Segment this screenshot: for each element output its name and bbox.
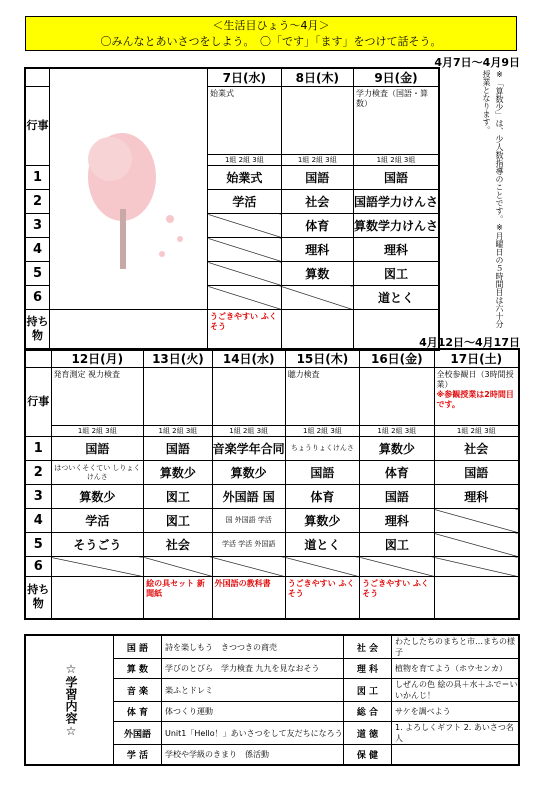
day-header: 9日(金) xyxy=(353,68,439,87)
class-groups: 1組 2組 3組 xyxy=(208,154,282,165)
class-groups: 1組 2組 3組 xyxy=(353,154,439,165)
period-number: 2 xyxy=(25,190,50,214)
event-cell: 発育測定 視力検査 xyxy=(51,368,144,426)
learning-content-table: ☆学習内容☆ 国 語 詩を楽しもう きつつきの商売 社 会 わたしたちのまちと市…まちの様子 算 数 学びのとびら 学力検査 九九を見なおそう 理 科 植物を育てよう（ホウセンカ） 音 楽 楽ふとドレミ 図 工 しぜんの色 絵の具＋水＋ふで＝いいかんじ！ 体 育 体つくり運動 総 合 サケを調べよう 外国語 Unit1「Hello！」あいさつをして友だちになろう 道 徳 1. よろしくギフト 2. あいさつ名人 学 活 学校や学級のきまり 係活動 保 健 xyxy=(24,634,520,766)
empty-cell xyxy=(208,238,282,262)
day-header: 8日(木) xyxy=(281,68,353,87)
period-number: 6 xyxy=(25,286,50,310)
class-cell: 学活 xyxy=(208,190,282,214)
row-label-event: 行事 xyxy=(25,368,51,437)
empty-cell xyxy=(208,262,282,286)
class-cell: 図工 xyxy=(353,262,439,286)
week2-range: 4月12日〜4月17日 xyxy=(419,336,520,349)
day-header: 15日(木) xyxy=(285,349,359,368)
goal-title: ＜生活目ひょう〜4月＞ xyxy=(212,19,330,32)
class-cell: 社会 xyxy=(281,190,353,214)
event-cell xyxy=(360,368,434,426)
row-label-event: 行事 xyxy=(25,87,50,166)
content-label: ☆学習内容☆ xyxy=(25,635,114,765)
items-cell: うごきやすい ふくそう xyxy=(208,310,282,350)
class-cell: 道とく xyxy=(353,286,439,310)
cherry-tree-image xyxy=(50,68,208,310)
empty-cell xyxy=(281,286,353,310)
note-text: ※「算数少」は、少人数指導のことです。※月曜日の５時間目は六十分授業となります。 xyxy=(482,70,504,328)
class-cell: 理科 xyxy=(353,238,439,262)
period-number: 1 xyxy=(25,166,50,190)
week1-table xyxy=(24,67,440,351)
period-number: 3 xyxy=(25,214,50,238)
week2-table: 12日(月) 13日(火) 14日(水) 15日(木) 16日(金) 17日(土) 行事 発育測定 視力検査 聴力検査 全校参観日（3時間授業） ※参観授業は2時間目です。 1組 2組 3組 1組 2組 3組 1組 2組 3組 1組 2組 3組 1組 2組 3組 1組 2組 3組 1 国語 国語 音楽学年合同 ちょうりょくけんさ 算数少 社会 2 はついくそくてい しりょくけんさ 算数少 算数少 国語 体育 国語 3 算数少 図工 外国語 国 体育 国語 理科 4 学活 図工 国 外国語 学活 算数少 理科 5 そうごう 社会 学活 学活 外国語 道とく 図工 6 持ち物 絵の具セット 新聞紙 外国語の教科書 うごきやすい ふくそう うごきやすい ふくそう xyxy=(24,348,520,620)
event-cell xyxy=(212,368,285,426)
class-cell: 国語 xyxy=(281,166,353,190)
class-groups: 1組 2組 3組 xyxy=(281,154,353,165)
period-number: 4 xyxy=(25,238,50,262)
day-header: 17日(土) xyxy=(434,349,519,368)
event-cell xyxy=(144,368,213,426)
class-cell: 算数学力けんさ xyxy=(353,214,439,238)
row-label-items: 持ち物 xyxy=(25,310,50,350)
class-cell: 国語 xyxy=(353,166,439,190)
day-header: 16日(金) xyxy=(360,349,434,368)
empty-cell xyxy=(208,286,282,310)
event-red-note: ※参観授業は2時間目です。 xyxy=(436,390,514,409)
day-header: 12日(月) xyxy=(51,349,144,368)
class-cell: 理科 xyxy=(281,238,353,262)
period-number: 5 xyxy=(25,262,50,286)
event-cell: 学力検査（国語・算数） xyxy=(353,87,439,155)
goal-text: 〇みんなとあいさつをしよう。 〇「です」「ます」をつけて話そう。 xyxy=(100,35,442,48)
event-cell: 全校参観日（3時間授業） ※参観授業は2時間目です。 xyxy=(434,368,519,426)
empty-cell xyxy=(208,214,282,238)
event-cell: 始業式 xyxy=(208,87,282,155)
class-cell: 算数 xyxy=(281,262,353,286)
event-cell xyxy=(281,87,353,155)
class-cell: 体育 xyxy=(281,214,353,238)
cherry-tree-icon xyxy=(50,69,207,305)
day-header: 14日(水) xyxy=(212,349,285,368)
day-header: 13日(火) xyxy=(144,349,213,368)
week1-range: 4月7日〜4月9日 xyxy=(434,56,520,69)
day-header: 7日(水) xyxy=(208,68,282,87)
class-cell: 始業式 xyxy=(208,166,282,190)
event-cell: 聴力検査 xyxy=(285,368,359,426)
items-cell xyxy=(281,310,353,350)
goal-banner xyxy=(25,16,517,51)
class-cell: 国語学力けんさ xyxy=(353,190,439,214)
